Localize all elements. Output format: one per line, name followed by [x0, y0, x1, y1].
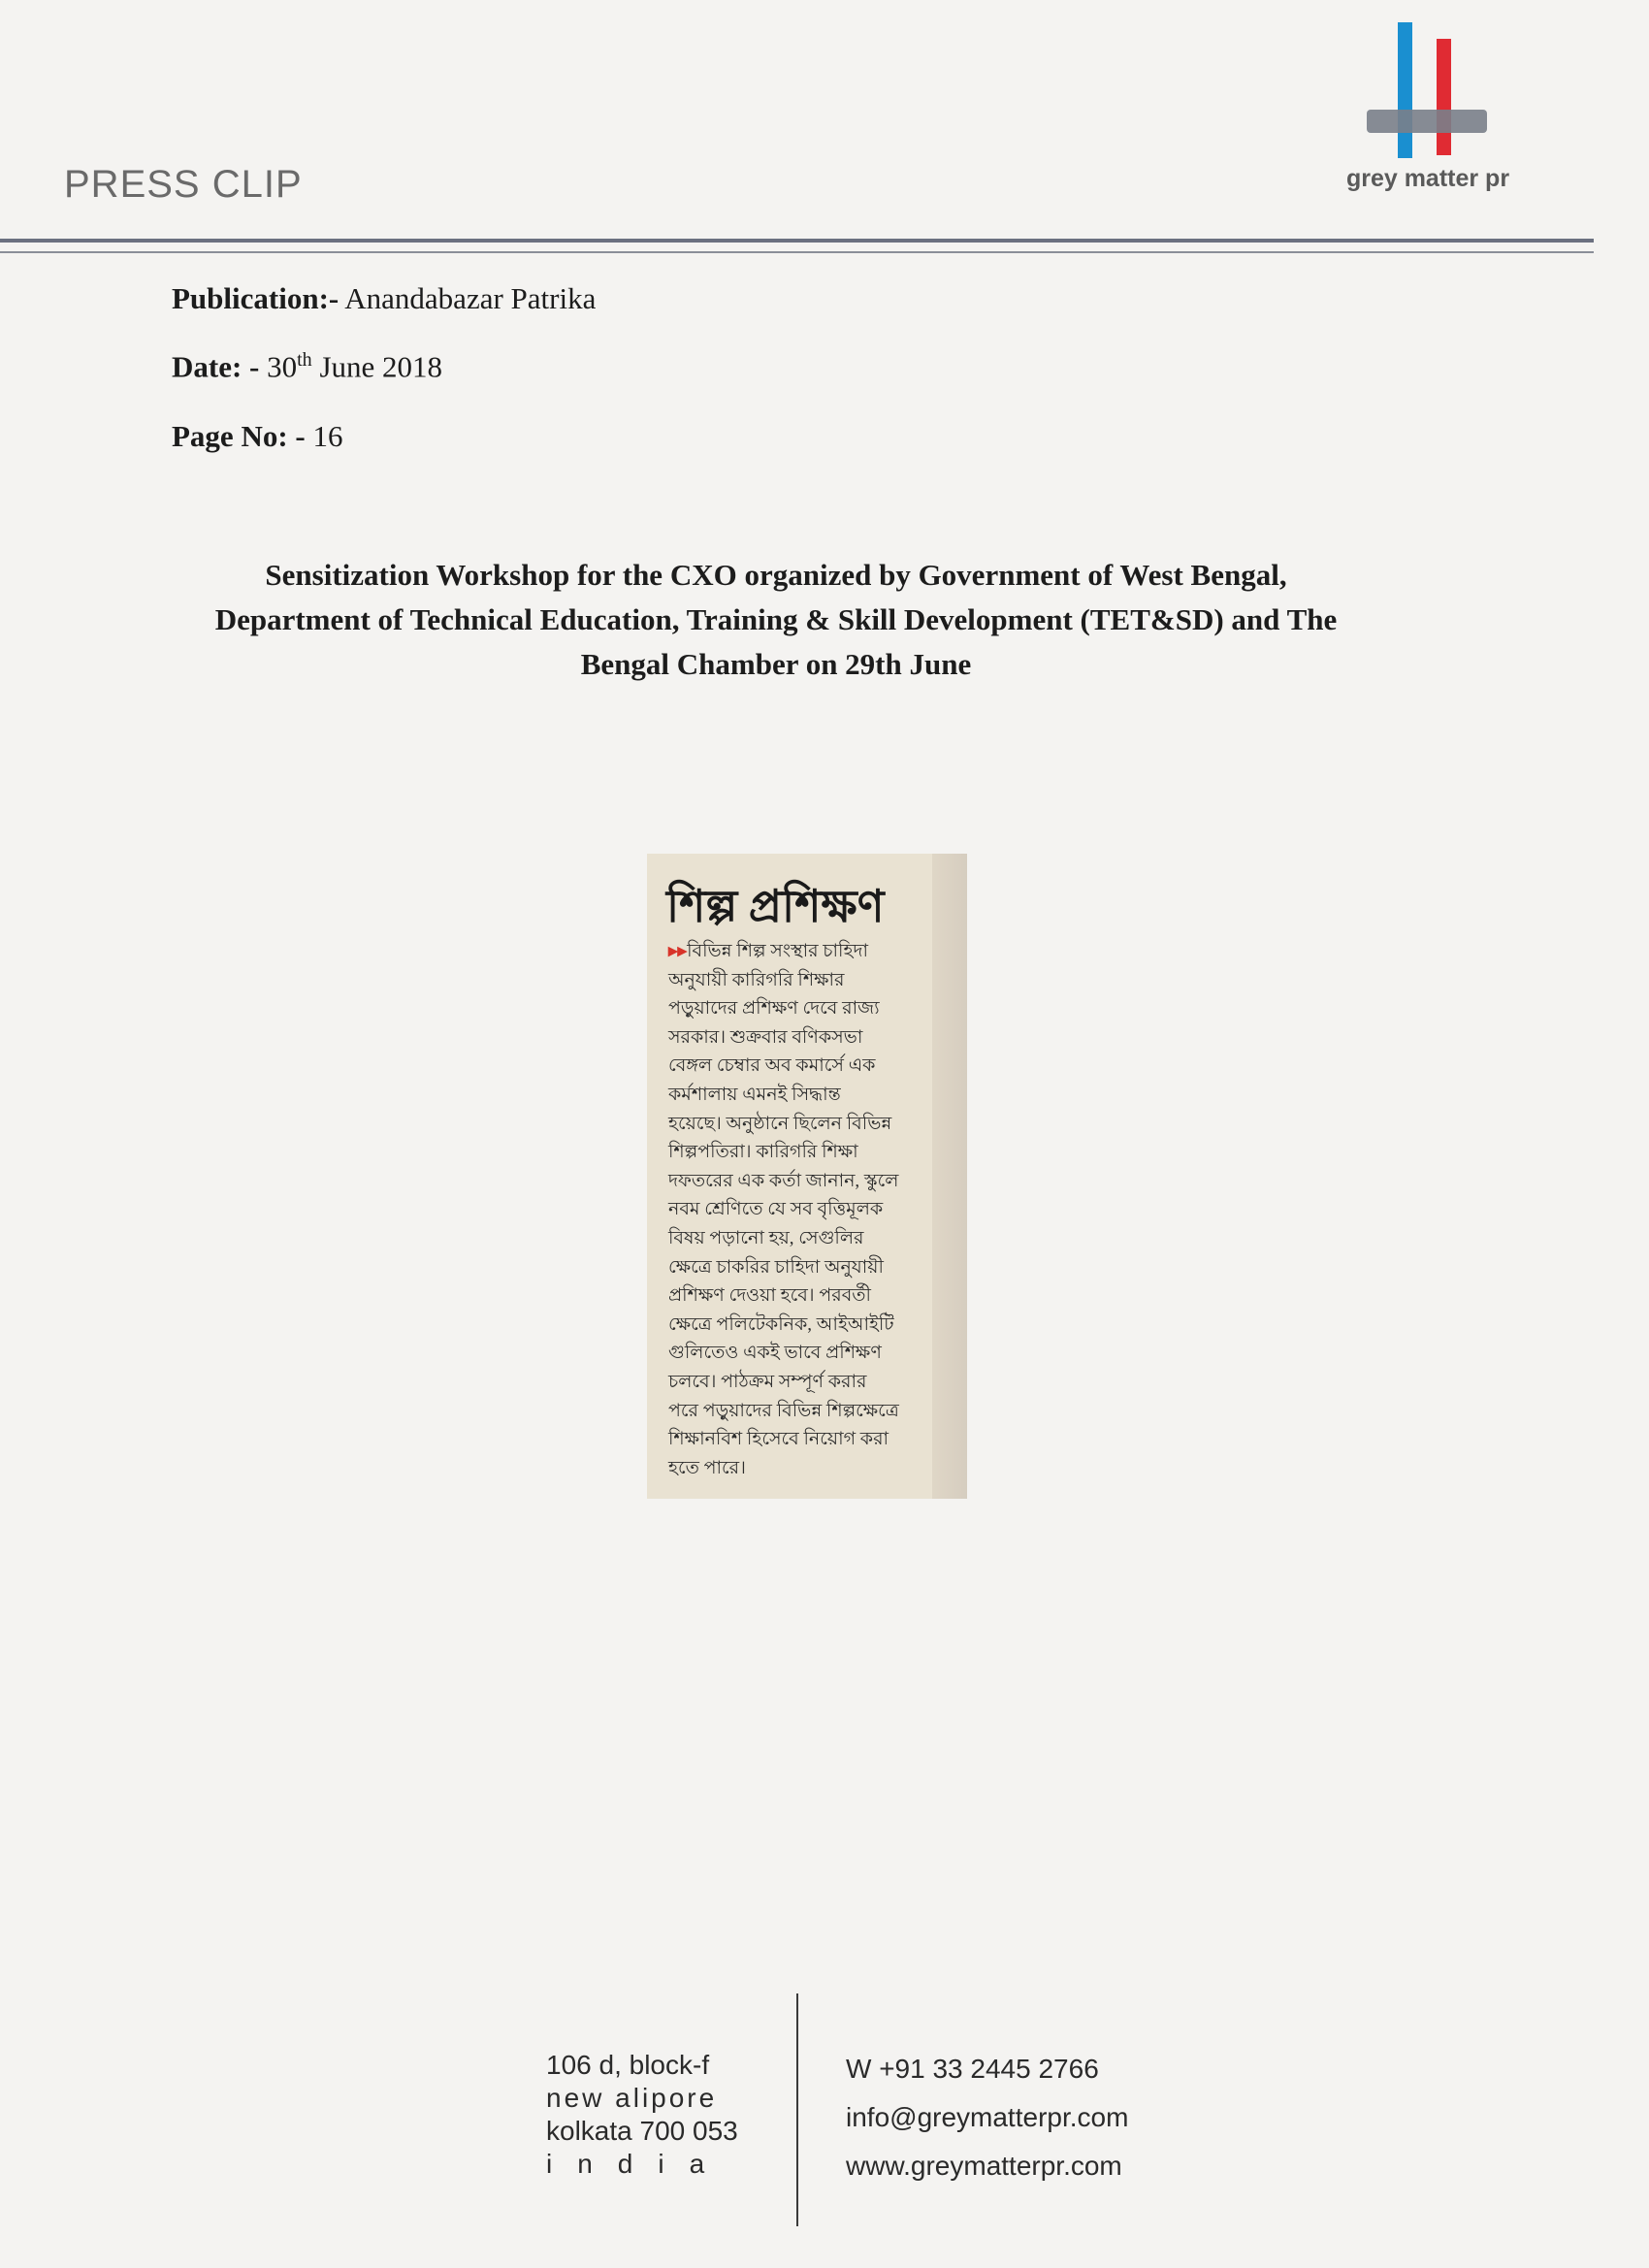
clipping-line: ▸▸বিভিন্ন শিল্প সংস্থার চাহিদা — [668, 941, 868, 961]
headline-line-1: Sensitization Workshop for the CXO organized by Government of West Bengal, — [265, 558, 1287, 592]
page-line — [172, 419, 342, 454]
clipping-title: শিল্প প্রশিক্ষণ — [666, 882, 885, 931]
clipping-line: শিক্ষানবিশ হিসেবে নিয়োগ করা — [668, 1429, 889, 1450]
address-line-3: kolkata 700 053 — [546, 2116, 738, 2146]
clipping-line: সরকার। শুক্রবার বণিকসভা — [668, 1026, 863, 1048]
footer-contact — [846, 2045, 1128, 2190]
page-label: Page No: - — [172, 419, 306, 453]
newspaper-clipping — [647, 854, 967, 1499]
phone-number: W +91 33 2445 2766 — [846, 2054, 1099, 2084]
clipping-line: শিল্পপতিরা। কারিগরি শিক্ষা — [668, 1142, 858, 1163]
email-link[interactable]: info@greymatterpr.com — [846, 2102, 1129, 2132]
clipping-line: দফতরের এক কর্তা জানান, স্কুলে — [668, 1170, 899, 1191]
clipping-line: অনুযায়ী কারিগরি শিক্ষার — [668, 969, 845, 990]
publication-line — [172, 281, 596, 316]
clipping-line: কর্মশালায় এমনই সিদ্ধান্ত — [668, 1084, 841, 1105]
clipping-line: গুলিতেও একই ভাবে প্রশিক্ষণ — [668, 1343, 882, 1364]
date-line — [172, 349, 442, 384]
address-line-4: india — [546, 2149, 730, 2179]
headline-line-2: Department of Technical Education, Training & Skill Development (TET&SD) and The — [214, 602, 1338, 636]
press-clip-label: PRESS CLIP — [64, 163, 303, 206]
header-rule — [0, 239, 1594, 243]
date-rest: June 2018 — [319, 349, 443, 384]
footer-divider — [796, 1993, 798, 2226]
clipping-line: নবম শ্রেণিতে যে সব বৃত্তিমূলক — [668, 1199, 884, 1220]
brand-name: grey matter pr — [1345, 165, 1510, 192]
double-arrow-icon: ▸▸ — [668, 941, 688, 961]
clipping-line: বেঙ্গল চেম্বার অব কমার্সে এক — [668, 1055, 876, 1077]
clipping-body — [668, 937, 959, 1482]
date-suffix: th — [297, 349, 312, 371]
publication-label: Publication:- — [172, 281, 340, 315]
clipping-line: ক্ষেত্রে পলিটেকনিক, আইআইটি — [668, 1313, 894, 1335]
address-line-1: 106 d, block-f — [546, 2050, 710, 2080]
publication-value: Anandabazar Patrika — [344, 281, 597, 315]
clipping-line: হয়েছে। অনুষ্ঠানে ছিলেন বিভিন্ন — [668, 1113, 892, 1134]
clipping-line: পরে পড়ুয়াদের বিভিন্ন শিল্পক্ষেত্রে — [668, 1400, 899, 1421]
clipping-line: হতে পারে। — [668, 1457, 746, 1478]
website-link[interactable]: www.greymatterpr.com — [846, 2151, 1122, 2181]
clipping-line: চলবে। পাঠক্রম সম্পূর্ণ করার — [668, 1371, 867, 1392]
headline — [146, 553, 1406, 687]
clipping-line: পড়ুয়াদের প্রশিক্ষণ দেবে রাজ্য — [668, 998, 880, 1020]
date-label: Date: - — [172, 349, 260, 384]
grey-matter-logo-icon — [1353, 19, 1499, 165]
page-value: 16 — [312, 419, 343, 453]
clipping-line: বিষয় পড়ানো হয়, সেগুলির — [668, 1227, 864, 1248]
headline-line-3: Bengal Chamber on 29th June — [580, 647, 972, 681]
clipping-line: ক্ষেত্রে চাকরির চাহিদা অনুযায়ী — [668, 1256, 884, 1278]
clipping-line: প্রশিক্ষণ দেওয়া হবে। পরবর্তী — [668, 1285, 871, 1307]
header-rule-thin — [0, 251, 1594, 253]
footer-address — [546, 2049, 738, 2181]
address-line-2: new alipore — [546, 2083, 718, 2113]
date-day: 30 — [267, 349, 298, 384]
